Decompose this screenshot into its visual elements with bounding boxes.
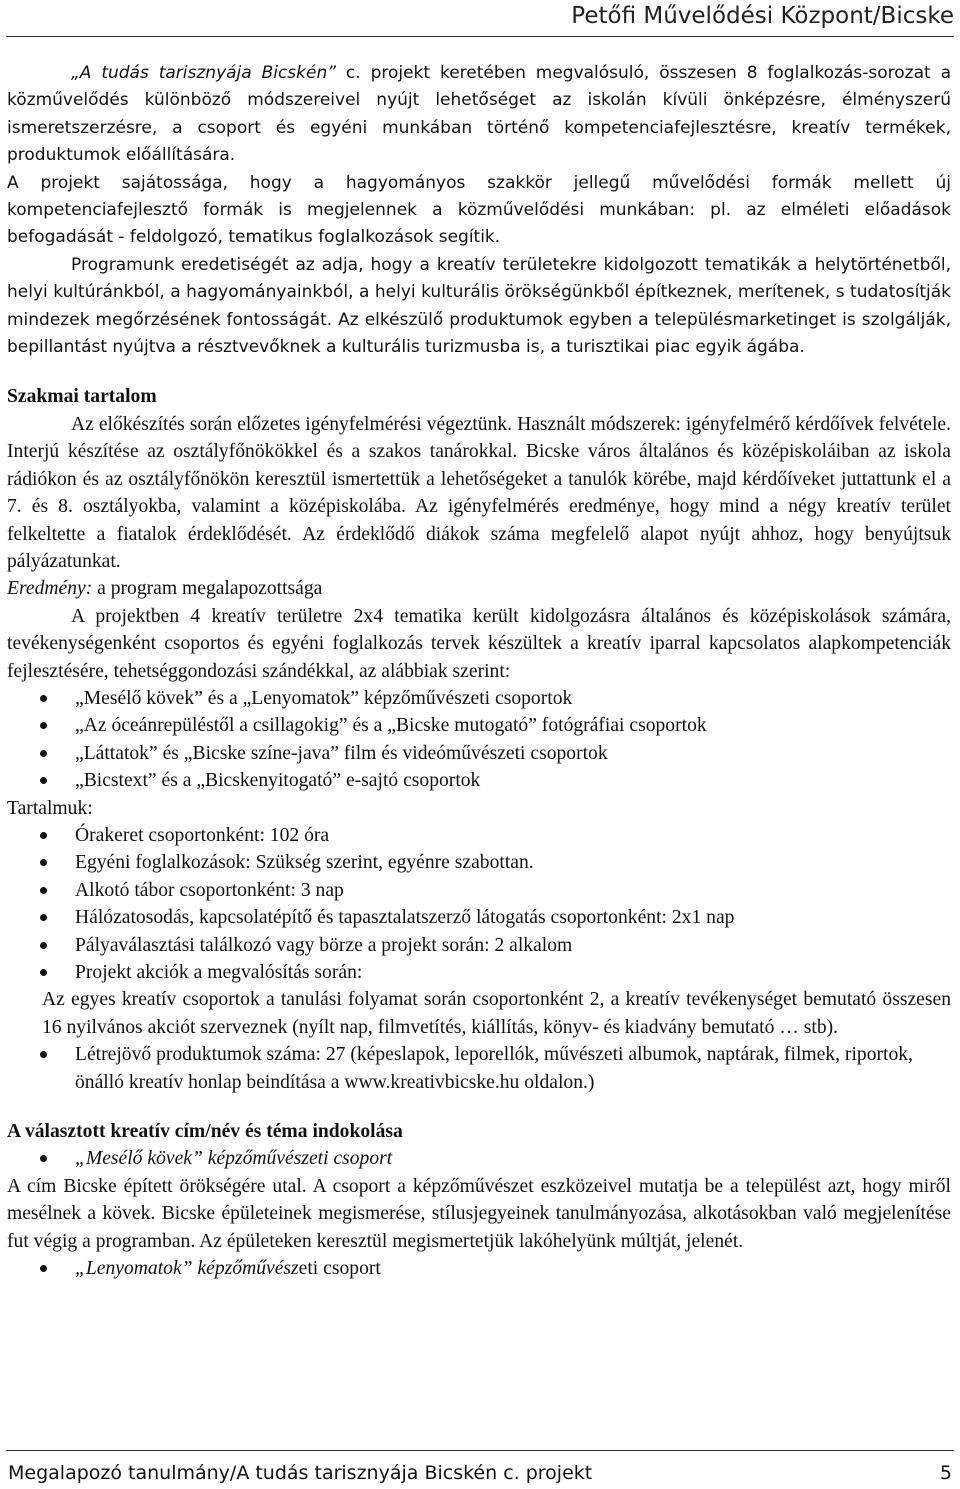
list-item: Pályaválasztási találkozó vagy börze a projekt során: 2 alkalom xyxy=(40,932,951,959)
list-item xyxy=(40,1255,951,1282)
result-line xyxy=(7,575,951,602)
list-item xyxy=(40,1145,951,1172)
szakmai-paragraph-1: Az előkészítés során előzetes igényfelmérési végeztünk. Használt módszerek: igényfelmérő kérdőívek felvétele. Interjú készítése az osztályfőnökökkel és a szakos tanárokkal. Bicske város általános és középiskoláiban az iskola rádiókon és az osztályfőnökön keresztül ismertettük a lehetőségeket a tanulók körébe, majd kérdőíveket juttattunk el a 7. és 8. osztályokba, valamint a középiskolába. Az igényfelmérés eredménye, hogy mind a négy kreatív terület felkeltette a fiatalok érdeklődését. Az érdeklődő diákok száma megfelelő alapot nyújt ahhoz, hogy benyújtsuk pályázatunkat. xyxy=(7,413,951,572)
list-item: Alkotó tábor csoportonként: 3 nap xyxy=(40,877,951,904)
section-gap xyxy=(7,361,951,383)
list-item: Hálózatosodás, kapcsolatépítő és tapasztalatszerző látogatás csoportonként: 2x1 nap xyxy=(40,904,951,931)
footer-title: Megalapozó tanulmány/A tudás tarisznyája Bicskén c. projekt xyxy=(8,1462,593,1484)
result-label: Eredmény: xyxy=(7,578,93,600)
intro-paragraph-3: Programunk eredetiségét az adja, hogy a kreatív területekre kidolgozott tematikák a helytörténetből, helyi kultúránkból, a hagyományainkból, a helyi kulturális örökségünkből építkeznek, merítenek, s tudatosítják mindezek megőrzésének fontosságát. Az elkészülő produktumok egyben a településmarketinget is szolgálják, bepillantást nyújtva a résztvevőknek a kulturális turizmusba is, a turisztikai piac egyik ágába. xyxy=(7,254,951,358)
section-heading-szakmai: Szakmai tartalom xyxy=(7,386,157,408)
intro-paragraph-1 xyxy=(7,60,951,170)
result-text: a program megalapozottsága xyxy=(92,578,323,600)
section-heading-valasztott: A választott kreatív cím/név és téma indokolása xyxy=(7,1121,403,1143)
group-name-rest: eti csoport xyxy=(298,1258,381,1280)
intro-paragraph-1-text: c. projekt keretében megvalósuló, összesen 8 foglalkozás-sorozat a közművelődés különböző módszereivel nyújt lehetőséget az iskolán kívüli önképzésre, élményszerű ismeretszerzésre, a csoport és egyéni munkában történő kompetenciafejlesztésre, kreatív termékek, produktumok előállítására. xyxy=(7,63,951,166)
valasztott-list-1 xyxy=(7,1145,951,1172)
actions-paragraph: Az egyes kreatív csoportok a tanulási folyamat során csoportonként 2, a kreatív tevékenységet bemutató összesen 16 nyilvános akciót szerveznek (nyílt nap, filmvetítés, kiállítás, könyv- és kiadvány bemutató … stb). xyxy=(42,989,951,1038)
page-header xyxy=(0,0,954,36)
list-item: Létrejövő produktumok száma: 27 (képeslapok, leporellók, művészeti albumok, naptárak, filmek, riportok, önálló kreatív honlap beindítása a www.kreativbicske.hu oldalon.) xyxy=(40,1041,951,1096)
section-gap xyxy=(7,1096,951,1118)
header-divider xyxy=(6,36,954,37)
tartalmuk-label: Tartalmuk: xyxy=(7,797,93,819)
group-name: „Lenyomatok” képzőművész xyxy=(75,1258,299,1280)
document-body xyxy=(7,60,951,1282)
valasztott-list-2 xyxy=(7,1255,951,1282)
header-title: Petőfi Művelődési Központ/Bicske xyxy=(571,3,954,29)
list-item: „Láttatok” és „Bicske színe-java” film és videóművészeti csoportok xyxy=(40,740,951,767)
page-footer xyxy=(6,1450,954,1489)
groups-list xyxy=(7,685,951,795)
list-item: „Mesélő kövek” és a „Lenyomatok” képzőművészeti csoportok xyxy=(40,685,951,712)
list-item: „Bicstext” és a „Bicskenyitogató” e-sajtó csoportok xyxy=(40,767,951,794)
project-title-quote: „A tudás tarisznyája Bicskén” xyxy=(71,63,337,83)
products-list xyxy=(7,1041,951,1096)
szakmai-paragraph-2: A projektben 4 kreatív területre 2x4 tematika került kidolgozásra általános és középiskolások számára, tevékenységenként csoportos és egyéni foglalkozás tervek készültek a kreatív iparral kapcsolatos alapkompetenciák fejlesztésére, tehetséggondozási szándékkal, az alábbiak szerint: xyxy=(7,605,951,682)
list-item: Projekt akciók a megvalósítás során: xyxy=(40,959,951,986)
list-item: „Az óceánrepüléstől a csillagokig” és a „Bicske mutogató” fotógráfiai csoportok xyxy=(40,712,951,739)
group-name: „Mesélő kövek” képzőművészeti csoport xyxy=(75,1148,393,1170)
list-item: Egyéni foglalkozások: Szükség szerint, egyénre szabottan. xyxy=(40,849,951,876)
intro-paragraph-2: A projekt sajátossága, hogy a hagyományos szakkör jellegű művelődési formák mellett új kompetenciafejlesztő formák is megjelennek a közművelődési munkában: pl. az elméleti előadások befogadását - feldolgozó, tematikus foglalkozások segítik. xyxy=(7,172,951,248)
contents-list xyxy=(7,822,951,986)
valasztott-paragraph: A cím Bicske épített örökségére utal. A csoport a képzőművészet eszközeivel mutatja be a települést azt, hogy miről mesélnek a kövek. Bicske épületeinek megismerése, stílusjegyeinek tanulmányozása, alkotásokban való megjelenítése fut végig a programban. Az épületeken keresztül megismertetjük lakóhelyünk múltját, jelenét. xyxy=(7,1175,951,1252)
list-item: Órakeret csoportonként: 102 óra xyxy=(40,822,951,849)
page-number: 5 xyxy=(939,1462,952,1484)
